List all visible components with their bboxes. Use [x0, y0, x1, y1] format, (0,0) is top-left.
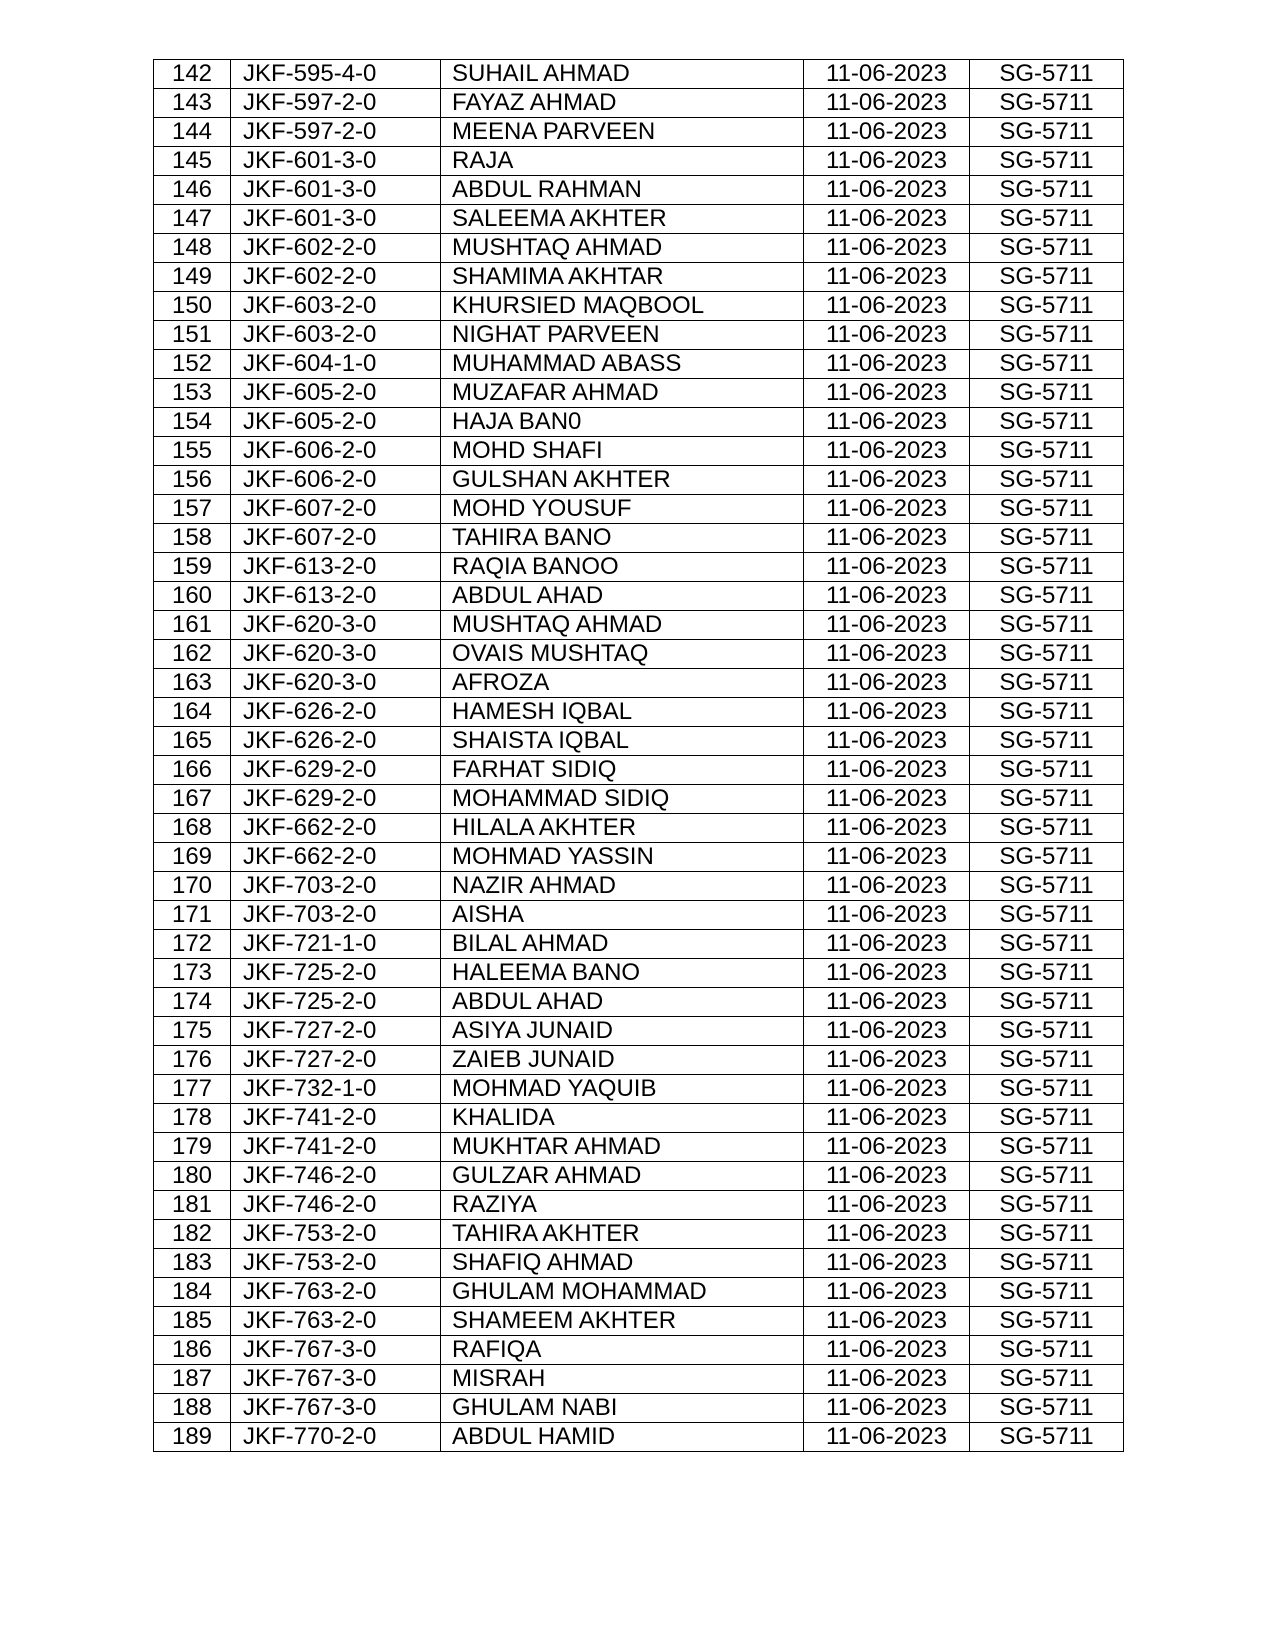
record-id-cell: JKF-629-2-0 — [231, 756, 441, 785]
record-id-cell: JKF-595-4-0 — [231, 60, 441, 89]
code-cell: SG-5711 — [970, 321, 1124, 350]
date-cell: 11-06-2023 — [804, 988, 970, 1017]
code-cell: SG-5711 — [970, 698, 1124, 727]
person-name-cell: HILALA AKHTER — [441, 814, 804, 843]
table-row — [154, 1278, 1124, 1307]
records-table-body — [154, 60, 1124, 1452]
record-id-cell: JKF-626-2-0 — [231, 698, 441, 727]
table-row — [154, 785, 1124, 814]
code-cell: SG-5711 — [970, 1365, 1124, 1394]
record-id-cell: JKF-605-2-0 — [231, 408, 441, 437]
record-id-cell: JKF-703-2-0 — [231, 872, 441, 901]
record-id-cell: JKF-603-2-0 — [231, 321, 441, 350]
code-cell: SG-5711 — [970, 640, 1124, 669]
serial-number-cell: 151 — [154, 321, 231, 350]
code-cell: SG-5711 — [970, 930, 1124, 959]
date-cell: 11-06-2023 — [804, 1162, 970, 1191]
person-name-cell: ABDUL AHAD — [441, 582, 804, 611]
record-id-cell: JKF-703-2-0 — [231, 901, 441, 930]
serial-number-cell: 152 — [154, 350, 231, 379]
table-row — [154, 1191, 1124, 1220]
date-cell: 11-06-2023 — [804, 1365, 970, 1394]
record-id-cell: JKF-746-2-0 — [231, 1162, 441, 1191]
record-id-cell: JKF-607-2-0 — [231, 495, 441, 524]
serial-number-cell: 158 — [154, 524, 231, 553]
date-cell: 11-06-2023 — [804, 524, 970, 553]
table-row — [154, 698, 1124, 727]
code-cell: SG-5711 — [970, 408, 1124, 437]
person-name-cell: GHULAM MOHAMMAD — [441, 1278, 804, 1307]
date-cell: 11-06-2023 — [804, 930, 970, 959]
record-id-cell: JKF-606-2-0 — [231, 466, 441, 495]
serial-number-cell: 179 — [154, 1133, 231, 1162]
serial-number-cell: 171 — [154, 901, 231, 930]
table-row — [154, 1249, 1124, 1278]
person-name-cell: GULZAR AHMAD — [441, 1162, 804, 1191]
serial-number-cell: 159 — [154, 553, 231, 582]
table-row — [154, 930, 1124, 959]
date-cell: 11-06-2023 — [804, 1307, 970, 1336]
serial-number-cell: 182 — [154, 1220, 231, 1249]
table-row — [154, 1104, 1124, 1133]
table-row — [154, 901, 1124, 930]
code-cell: SG-5711 — [970, 234, 1124, 263]
code-cell: SG-5711 — [970, 176, 1124, 205]
date-cell: 11-06-2023 — [804, 1423, 970, 1452]
record-id-cell: JKF-753-2-0 — [231, 1249, 441, 1278]
table-row — [154, 959, 1124, 988]
date-cell: 11-06-2023 — [804, 1133, 970, 1162]
person-name-cell: MOHD YOUSUF — [441, 495, 804, 524]
code-cell: SG-5711 — [970, 1394, 1124, 1423]
person-name-cell: ABDUL RAHMAN — [441, 176, 804, 205]
code-cell: SG-5711 — [970, 1278, 1124, 1307]
table-row — [154, 843, 1124, 872]
record-id-cell: JKF-601-3-0 — [231, 147, 441, 176]
date-cell: 11-06-2023 — [804, 669, 970, 698]
record-id-cell: JKF-620-3-0 — [231, 640, 441, 669]
serial-number-cell: 189 — [154, 1423, 231, 1452]
code-cell: SG-5711 — [970, 901, 1124, 930]
record-id-cell: JKF-629-2-0 — [231, 785, 441, 814]
date-cell: 11-06-2023 — [804, 350, 970, 379]
person-name-cell: AFROZA — [441, 669, 804, 698]
record-id-cell: JKF-601-3-0 — [231, 176, 441, 205]
serial-number-cell: 183 — [154, 1249, 231, 1278]
record-id-cell: JKF-725-2-0 — [231, 988, 441, 1017]
code-cell: SG-5711 — [970, 1249, 1124, 1278]
person-name-cell: FARHAT SIDIQ — [441, 756, 804, 785]
person-name-cell: RAJA — [441, 147, 804, 176]
serial-number-cell: 143 — [154, 89, 231, 118]
record-id-cell: JKF-603-2-0 — [231, 292, 441, 321]
date-cell: 11-06-2023 — [804, 756, 970, 785]
code-cell: SG-5711 — [970, 292, 1124, 321]
table-row — [154, 437, 1124, 466]
date-cell: 11-06-2023 — [804, 1046, 970, 1075]
table-row — [154, 1162, 1124, 1191]
record-id-cell: JKF-605-2-0 — [231, 379, 441, 408]
date-cell: 11-06-2023 — [804, 959, 970, 988]
serial-number-cell: 170 — [154, 872, 231, 901]
person-name-cell: RAZIYA — [441, 1191, 804, 1220]
serial-number-cell: 185 — [154, 1307, 231, 1336]
code-cell: SG-5711 — [970, 756, 1124, 785]
serial-number-cell: 184 — [154, 1278, 231, 1307]
serial-number-cell: 149 — [154, 263, 231, 292]
record-id-cell: JKF-613-2-0 — [231, 553, 441, 582]
person-name-cell: BILAL AHMAD — [441, 930, 804, 959]
table-row — [154, 553, 1124, 582]
serial-number-cell: 169 — [154, 843, 231, 872]
code-cell: SG-5711 — [970, 1162, 1124, 1191]
record-id-cell: JKF-602-2-0 — [231, 263, 441, 292]
table-row — [154, 1365, 1124, 1394]
person-name-cell: MUKHTAR AHMAD — [441, 1133, 804, 1162]
date-cell: 11-06-2023 — [804, 292, 970, 321]
date-cell: 11-06-2023 — [804, 263, 970, 292]
code-cell: SG-5711 — [970, 553, 1124, 582]
serial-number-cell: 165 — [154, 727, 231, 756]
table-row — [154, 147, 1124, 176]
record-id-cell: JKF-626-2-0 — [231, 727, 441, 756]
person-name-cell: SHAFIQ AHMAD — [441, 1249, 804, 1278]
date-cell: 11-06-2023 — [804, 118, 970, 147]
person-name-cell: KHALIDA — [441, 1104, 804, 1133]
table-row — [154, 1046, 1124, 1075]
person-name-cell: MISRAH — [441, 1365, 804, 1394]
serial-number-cell: 154 — [154, 408, 231, 437]
date-cell: 11-06-2023 — [804, 437, 970, 466]
code-cell: SG-5711 — [970, 466, 1124, 495]
record-id-cell: JKF-741-2-0 — [231, 1104, 441, 1133]
serial-number-cell: 142 — [154, 60, 231, 89]
table-row — [154, 60, 1124, 89]
record-id-cell: JKF-746-2-0 — [231, 1191, 441, 1220]
serial-number-cell: 146 — [154, 176, 231, 205]
code-cell: SG-5711 — [970, 60, 1124, 89]
serial-number-cell: 175 — [154, 1017, 231, 1046]
date-cell: 11-06-2023 — [804, 611, 970, 640]
record-id-cell: JKF-721-1-0 — [231, 930, 441, 959]
person-name-cell: MUSHTAQ AHMAD — [441, 234, 804, 263]
code-cell: SG-5711 — [970, 843, 1124, 872]
person-name-cell: MOHAMMAD SIDIQ — [441, 785, 804, 814]
date-cell: 11-06-2023 — [804, 1249, 970, 1278]
table-row — [154, 89, 1124, 118]
person-name-cell: FAYAZ AHMAD — [441, 89, 804, 118]
record-id-cell: JKF-763-2-0 — [231, 1307, 441, 1336]
serial-number-cell: 162 — [154, 640, 231, 669]
serial-number-cell: 178 — [154, 1104, 231, 1133]
record-id-cell: JKF-767-3-0 — [231, 1336, 441, 1365]
date-cell: 11-06-2023 — [804, 640, 970, 669]
person-name-cell: TAHIRA BANO — [441, 524, 804, 553]
table-row — [154, 263, 1124, 292]
date-cell: 11-06-2023 — [804, 408, 970, 437]
person-name-cell: HAJA BAN0 — [441, 408, 804, 437]
table-row — [154, 1423, 1124, 1452]
serial-number-cell: 188 — [154, 1394, 231, 1423]
record-id-cell: JKF-727-2-0 — [231, 1046, 441, 1075]
code-cell: SG-5711 — [970, 872, 1124, 901]
serial-number-cell: 180 — [154, 1162, 231, 1191]
date-cell: 11-06-2023 — [804, 1394, 970, 1423]
table-row — [154, 118, 1124, 147]
person-name-cell: OVAIS MUSHTAQ — [441, 640, 804, 669]
person-name-cell: ABDUL HAMID — [441, 1423, 804, 1452]
code-cell: SG-5711 — [970, 1104, 1124, 1133]
code-cell: SG-5711 — [970, 785, 1124, 814]
code-cell: SG-5711 — [970, 727, 1124, 756]
person-name-cell: NAZIR AHMAD — [441, 872, 804, 901]
record-id-cell: JKF-732-1-0 — [231, 1075, 441, 1104]
table-row — [154, 872, 1124, 901]
date-cell: 11-06-2023 — [804, 582, 970, 611]
record-id-cell: JKF-597-2-0 — [231, 118, 441, 147]
person-name-cell: RAFIQA — [441, 1336, 804, 1365]
serial-number-cell: 168 — [154, 814, 231, 843]
records-table — [153, 59, 1124, 1452]
date-cell: 11-06-2023 — [804, 785, 970, 814]
date-cell: 11-06-2023 — [804, 1104, 970, 1133]
table-row — [154, 292, 1124, 321]
record-id-cell: JKF-602-2-0 — [231, 234, 441, 263]
serial-number-cell: 174 — [154, 988, 231, 1017]
record-id-cell: JKF-725-2-0 — [231, 959, 441, 988]
table-row — [154, 408, 1124, 437]
person-name-cell: RAQIA BANOO — [441, 553, 804, 582]
serial-number-cell: 144 — [154, 118, 231, 147]
date-cell: 11-06-2023 — [804, 901, 970, 930]
date-cell: 11-06-2023 — [804, 553, 970, 582]
table-row — [154, 988, 1124, 1017]
code-cell: SG-5711 — [970, 1336, 1124, 1365]
date-cell: 11-06-2023 — [804, 1220, 970, 1249]
record-id-cell: JKF-662-2-0 — [231, 843, 441, 872]
code-cell: SG-5711 — [970, 350, 1124, 379]
code-cell: SG-5711 — [970, 524, 1124, 553]
person-name-cell: AISHA — [441, 901, 804, 930]
table-row — [154, 1336, 1124, 1365]
serial-number-cell: 153 — [154, 379, 231, 408]
serial-number-cell: 145 — [154, 147, 231, 176]
table-row — [154, 234, 1124, 263]
date-cell: 11-06-2023 — [804, 176, 970, 205]
code-cell: SG-5711 — [970, 147, 1124, 176]
record-id-cell: JKF-613-2-0 — [231, 582, 441, 611]
record-id-cell: JKF-620-3-0 — [231, 669, 441, 698]
code-cell: SG-5711 — [970, 1133, 1124, 1162]
date-cell: 11-06-2023 — [804, 698, 970, 727]
table-row — [154, 669, 1124, 698]
serial-number-cell: 186 — [154, 1336, 231, 1365]
date-cell: 11-06-2023 — [804, 379, 970, 408]
person-name-cell: SALEEMA AKHTER — [441, 205, 804, 234]
record-id-cell: JKF-741-2-0 — [231, 1133, 441, 1162]
code-cell: SG-5711 — [970, 814, 1124, 843]
code-cell: SG-5711 — [970, 988, 1124, 1017]
serial-number-cell: 160 — [154, 582, 231, 611]
person-name-cell: HALEEMA BANO — [441, 959, 804, 988]
record-id-cell: JKF-604-1-0 — [231, 350, 441, 379]
person-name-cell: MOHMAD YAQUIB — [441, 1075, 804, 1104]
person-name-cell: HAMESH IQBAL — [441, 698, 804, 727]
serial-number-cell: 163 — [154, 669, 231, 698]
serial-number-cell: 176 — [154, 1046, 231, 1075]
person-name-cell: NIGHAT PARVEEN — [441, 321, 804, 350]
table-row — [154, 727, 1124, 756]
record-id-cell: JKF-601-3-0 — [231, 205, 441, 234]
date-cell: 11-06-2023 — [804, 1075, 970, 1104]
date-cell: 11-06-2023 — [804, 205, 970, 234]
serial-number-cell: 157 — [154, 495, 231, 524]
serial-number-cell: 156 — [154, 466, 231, 495]
date-cell: 11-06-2023 — [804, 872, 970, 901]
code-cell: SG-5711 — [970, 495, 1124, 524]
person-name-cell: SHAISTA IQBAL — [441, 727, 804, 756]
person-name-cell: TAHIRA AKHTER — [441, 1220, 804, 1249]
table-row — [154, 350, 1124, 379]
code-cell: SG-5711 — [970, 118, 1124, 147]
record-id-cell: JKF-767-3-0 — [231, 1394, 441, 1423]
date-cell: 11-06-2023 — [804, 147, 970, 176]
date-cell: 11-06-2023 — [804, 60, 970, 89]
table-row — [154, 756, 1124, 785]
table-row — [154, 611, 1124, 640]
record-id-cell: JKF-770-2-0 — [231, 1423, 441, 1452]
table-row — [154, 524, 1124, 553]
code-cell: SG-5711 — [970, 611, 1124, 640]
date-cell: 11-06-2023 — [804, 1017, 970, 1046]
date-cell: 11-06-2023 — [804, 466, 970, 495]
code-cell: SG-5711 — [970, 89, 1124, 118]
table-row — [154, 205, 1124, 234]
code-cell: SG-5711 — [970, 1191, 1124, 1220]
serial-number-cell: 177 — [154, 1075, 231, 1104]
code-cell: SG-5711 — [970, 437, 1124, 466]
table-row — [154, 321, 1124, 350]
code-cell: SG-5711 — [970, 205, 1124, 234]
date-cell: 11-06-2023 — [804, 1336, 970, 1365]
code-cell: SG-5711 — [970, 379, 1124, 408]
date-cell: 11-06-2023 — [804, 234, 970, 263]
code-cell: SG-5711 — [970, 1017, 1124, 1046]
date-cell: 11-06-2023 — [804, 1191, 970, 1220]
table-row — [154, 1220, 1124, 1249]
table-row — [154, 1133, 1124, 1162]
serial-number-cell: 173 — [154, 959, 231, 988]
person-name-cell: SHAMEEM AKHTER — [441, 1307, 804, 1336]
code-cell: SG-5711 — [970, 1075, 1124, 1104]
serial-number-cell: 150 — [154, 292, 231, 321]
code-cell: SG-5711 — [970, 669, 1124, 698]
serial-number-cell: 164 — [154, 698, 231, 727]
person-name-cell: MOHMAD YASSIN — [441, 843, 804, 872]
table-row — [154, 1075, 1124, 1104]
code-cell: SG-5711 — [970, 959, 1124, 988]
record-id-cell: JKF-767-3-0 — [231, 1365, 441, 1394]
code-cell: SG-5711 — [970, 263, 1124, 292]
code-cell: SG-5711 — [970, 1423, 1124, 1452]
record-id-cell: JKF-763-2-0 — [231, 1278, 441, 1307]
person-name-cell: ASIYA JUNAID — [441, 1017, 804, 1046]
record-id-cell: JKF-597-2-0 — [231, 89, 441, 118]
person-name-cell: MEENA PARVEEN — [441, 118, 804, 147]
person-name-cell: MUZAFAR AHMAD — [441, 379, 804, 408]
code-cell: SG-5711 — [970, 1220, 1124, 1249]
table-row — [154, 814, 1124, 843]
person-name-cell: ABDUL AHAD — [441, 988, 804, 1017]
table-row — [154, 582, 1124, 611]
person-name-cell: GULSHAN AKHTER — [441, 466, 804, 495]
code-cell: SG-5711 — [970, 582, 1124, 611]
record-id-cell: JKF-662-2-0 — [231, 814, 441, 843]
serial-number-cell: 167 — [154, 785, 231, 814]
person-name-cell: SUHAIL AHMAD — [441, 60, 804, 89]
record-id-cell: JKF-727-2-0 — [231, 1017, 441, 1046]
table-row — [154, 176, 1124, 205]
code-cell: SG-5711 — [970, 1046, 1124, 1075]
date-cell: 11-06-2023 — [804, 495, 970, 524]
serial-number-cell: 148 — [154, 234, 231, 263]
code-cell: SG-5711 — [970, 1307, 1124, 1336]
date-cell: 11-06-2023 — [804, 89, 970, 118]
serial-number-cell: 172 — [154, 930, 231, 959]
table-row — [154, 379, 1124, 408]
table-row — [154, 495, 1124, 524]
date-cell: 11-06-2023 — [804, 814, 970, 843]
serial-number-cell: 161 — [154, 611, 231, 640]
serial-number-cell: 147 — [154, 205, 231, 234]
person-name-cell: MUSHTAQ AHMAD — [441, 611, 804, 640]
serial-number-cell: 155 — [154, 437, 231, 466]
record-id-cell: JKF-753-2-0 — [231, 1220, 441, 1249]
record-id-cell: JKF-606-2-0 — [231, 437, 441, 466]
person-name-cell: GHULAM NABI — [441, 1394, 804, 1423]
serial-number-cell: 181 — [154, 1191, 231, 1220]
date-cell: 11-06-2023 — [804, 321, 970, 350]
table-row — [154, 1307, 1124, 1336]
serial-number-cell: 166 — [154, 756, 231, 785]
person-name-cell: SHAMIMA AKHTAR — [441, 263, 804, 292]
record-id-cell: JKF-607-2-0 — [231, 524, 441, 553]
record-id-cell: JKF-620-3-0 — [231, 611, 441, 640]
person-name-cell: MOHD SHAFI — [441, 437, 804, 466]
serial-number-cell: 187 — [154, 1365, 231, 1394]
table-row — [154, 1394, 1124, 1423]
date-cell: 11-06-2023 — [804, 1278, 970, 1307]
table-row — [154, 1017, 1124, 1046]
person-name-cell: ZAIEB JUNAID — [441, 1046, 804, 1075]
table-row — [154, 640, 1124, 669]
person-name-cell: MUHAMMAD ABASS — [441, 350, 804, 379]
person-name-cell: KHURSIED MAQBOOL — [441, 292, 804, 321]
table-row — [154, 466, 1124, 495]
date-cell: 11-06-2023 — [804, 727, 970, 756]
date-cell: 11-06-2023 — [804, 843, 970, 872]
